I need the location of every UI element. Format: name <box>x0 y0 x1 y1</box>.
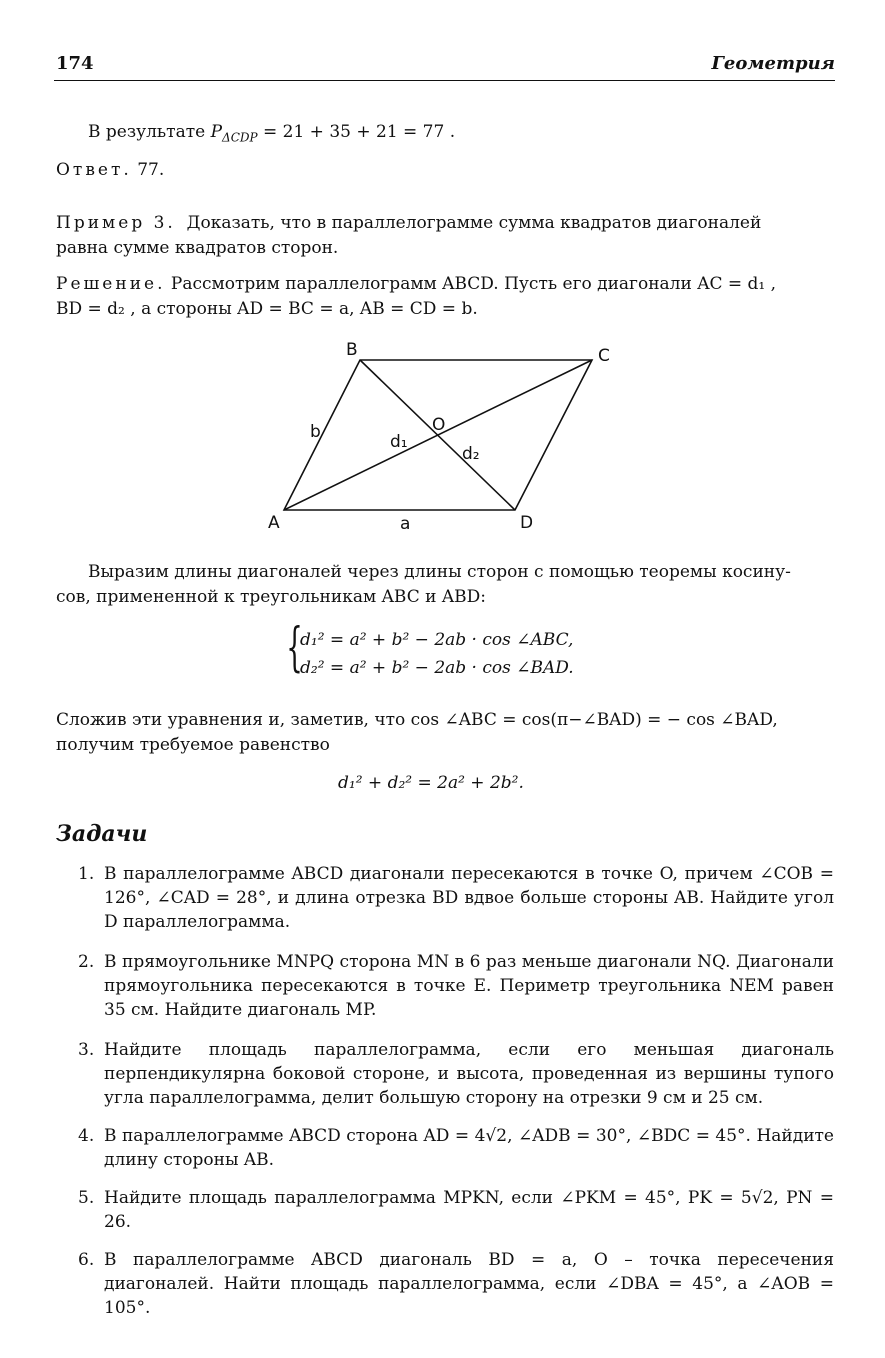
problem-number: 3. <box>78 1040 95 1060</box>
sum-line-1: Сложив эти уравнения и, заметив, что cos ∠ABC = cos(π−∠BAD) = − cos ∠BAD, <box>56 710 778 730</box>
problem-text: В параллелограмме ABCD сторона AD = 4√2, ∠ADB = 30°, ∠BDC = 45°. Найдите длину стороны AB. <box>104 1126 834 1170</box>
label-diagonal-d1: d₁ <box>390 432 408 452</box>
problem-item <box>78 862 834 934</box>
cosine-line-1: Выразим длины диагоналей через длины сторон с помощью теоремы косину- <box>88 562 791 582</box>
problem-number: 1. <box>78 864 95 884</box>
solution-line-1: Решение. Рассмотрим параллелограмм ABCD. Пусть его диагонали AC = d₁ , <box>56 274 777 294</box>
result-line: В результате $P_{\Delta CDP} = 21 + 35 + 21 = 77$ . <box>88 122 456 145</box>
label-diagonal-d2: d₂ <box>462 444 480 464</box>
problem-text: В прямоугольнике MNPQ сторона MN в 6 раз меньше диагонали NQ. Диагонали прямоугольника пересекаются в точке E. Периметр треугольника NEM равен 35 см. Найдите диагональ MP. <box>104 952 834 1020</box>
problem-item <box>78 950 834 1022</box>
label-vertex-a: A <box>268 513 280 533</box>
label-center-o: O <box>432 415 446 435</box>
label-side-a: a <box>400 514 411 534</box>
problem-text: Найдите площадь параллелограмма MPKN, если ∠PKM = 45°, PK = 5√2, PN = 26. <box>104 1188 834 1232</box>
problem-item <box>78 1248 834 1320</box>
label-vertex-b: B <box>346 340 358 360</box>
equation-2: d₂² = a² + b² − 2ab · cos ∠BAD. <box>300 658 574 678</box>
problem-number: 5. <box>78 1188 95 1208</box>
solution-line-2: BD = d₂ , а стороны AD = BC = a, AB = CD = b. <box>56 299 478 319</box>
label-side-b: b <box>310 422 321 442</box>
problem-text: В параллелограмме ABCD диагонали пересекаются в точке O, причем ∠COB = 126°, ∠CAD = 28°, и длина отрезка BD вдвое больше стороны AB. Найдите угол D параллелограмма. <box>104 864 834 932</box>
problem-item <box>78 1038 834 1110</box>
problem-text: Найдите площадь параллелограмма, если его меньшая диагональ перпендикулярна боковой стороне, и высота, проведенная из вершины тупого угла параллелограмма, делит большую сторону на отрезки 9 см и 25 см. <box>104 1040 834 1108</box>
equation-1: d₁² = a² + b² − 2ab · cos ∠ABC, <box>300 630 574 650</box>
section-title: Задачи <box>56 821 148 847</box>
answer-line: Ответ. 77. <box>56 160 165 180</box>
label-vertex-d: D <box>520 513 534 533</box>
running-title: Геометрия <box>711 53 835 74</box>
parallelogram-figure <box>250 335 630 540</box>
problem-number: 2. <box>78 952 95 972</box>
diagonal-bd <box>360 360 515 510</box>
cosine-line-2: сов, примененной к треугольникам ABC и ABD: <box>56 587 486 607</box>
header-rule <box>54 80 835 81</box>
sum-equation: d₁² + d₂² = 2a² + 2b². <box>338 773 524 793</box>
system-brace: { <box>286 618 303 678</box>
problem-text: В параллелограмме ABCD диагональ BD = a, O – точка пересечения диагоналей. Найти площадь параллелограмма, если ∠DBA = 45°, а ∠AOB = 105°. <box>104 1250 834 1318</box>
problem-number: 4. <box>78 1126 95 1146</box>
example-heading: Пример 3. Доказать, что в параллелограмме сумма квадратов диагоналей <box>56 213 762 233</box>
page-number: 174 <box>56 53 94 74</box>
problem-item <box>78 1124 834 1172</box>
sum-line-2: получим требуемое равенство <box>56 735 330 755</box>
label-vertex-c: C <box>598 346 610 366</box>
problem-item <box>78 1186 834 1234</box>
example-line-2: равна сумме квадратов сторон. <box>56 238 339 258</box>
problem-number: 6. <box>78 1250 95 1270</box>
